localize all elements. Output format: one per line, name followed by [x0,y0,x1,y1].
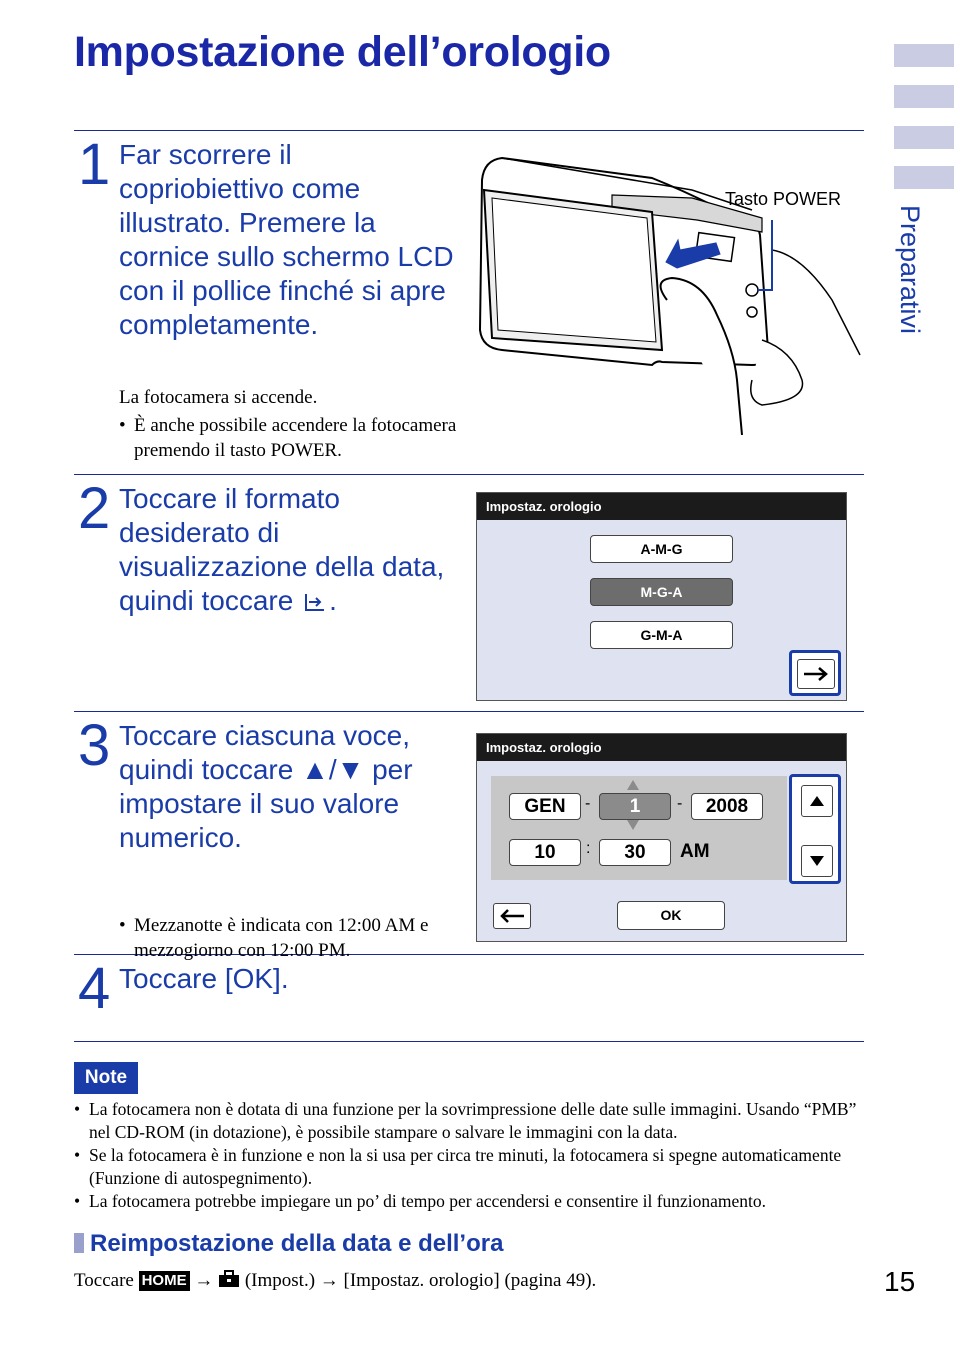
note-item: • La fotocamera potrebbe impiegare un po’ di tempo per accendersi e consentire il funzionamento. [74,1190,869,1213]
reset-instructions: Toccare HOME → (Impost.) → [Impostaz. orologio] (pagina 49). [74,1270,597,1291]
note-item: • La fotocamera non è dotata di una funzione per la sovrimpressione delle date sulle immagini. Usando “PMB” nel CD-ROM (in dotazione), è possibile stampare o salvare le immagini con la data. [74,1098,869,1144]
step-bullet: • È anche possibile accendere la fotocamera premendo il tasto POWER. [119,413,479,463]
back-button[interactable] [493,903,531,929]
step-heading: Toccare ciascuna voce, quindi toccare ▲/▼ per impostare il suo valore numerico. [119,720,413,853]
step-bullet: • Mezzanotte è indicata con 12:00 AM e mezzogiorno con 12:00 PM. [119,913,479,963]
side-tab-marker [894,44,954,67]
screen-title: Impostaz. orologio [477,493,846,520]
format-option-gma[interactable]: G-M-A [590,621,733,649]
up-down-control [789,774,841,884]
up-button[interactable] [801,785,833,817]
month-field[interactable]: GEN [509,793,581,820]
back-arrow-icon [494,904,530,928]
down-triangle-icon [810,856,824,866]
home-icon: HOME [139,1271,190,1291]
down-button[interactable] [801,845,833,877]
step-heading: Far scorrere il copriobiettivo come illustrato. Premere la cornice sullo schermo LCD con il pollice finché si apre completamente. [119,139,454,340]
screen-title: Impostaz. orologio [477,734,846,761]
up-triangle-icon [810,796,824,806]
next-arrow-icon [304,586,326,606]
divider [74,1041,864,1042]
hour-field[interactable]: 10 [509,839,581,866]
ampm-indicator[interactable]: AM [680,841,710,862]
note-item: • Se la fotocamera è in funzione e non la si usa per circa tre minuti, la fotocamera si spegne automaticamente (Funzione di autospegnimento). [74,1144,869,1190]
date-time-screen [476,733,847,942]
power-button-label: Tasto POWER [725,189,842,209]
section-heading: Reimpostazione della data e dell’ora [74,1230,503,1258]
next-arrow-icon [797,659,835,689]
divider [74,130,864,131]
page-title: Impostazione dell’orologio [74,28,611,76]
side-tab-label: Preparativi [895,205,925,335]
year-field[interactable]: 2008 [691,793,763,820]
side-tab-marker [894,126,954,149]
time-separator: : [586,840,591,857]
note-list [74,1098,869,1213]
next-button[interactable] [789,650,841,696]
divider [74,711,864,712]
page-number: 15 [884,1266,916,1297]
format-option-mga[interactable]: M-G-A [590,578,733,606]
side-tab-marker [894,166,954,189]
format-option-amg[interactable]: A-M-G [590,535,733,563]
up-pointer-icon [627,780,639,790]
step-heading: Toccare [OK]. [119,963,289,994]
down-pointer-icon [627,820,639,830]
divider [74,474,864,475]
minute-field[interactable]: 30 [599,839,671,866]
date-separator: - [585,795,591,812]
step-number: 2 [78,476,111,541]
arrow-right-icon: → [194,1270,214,1291]
date-separator: - [677,795,683,812]
step-number: 3 [78,713,111,778]
step-number: 1 [78,132,111,197]
step-body: La fotocamera si accende. [119,387,318,408]
step-number: 4 [78,956,111,1021]
day-field[interactable]: 1 [599,793,671,820]
toolbox-icon [218,1270,240,1288]
ok-button[interactable]: OK [617,901,725,930]
section-marker [74,1233,84,1253]
step-heading: Toccare il formato desiderato di visualizzazione della data, quindi toccare . [119,483,445,616]
date-format-screen [476,492,847,701]
side-tab-marker [894,85,954,108]
arrow-right-icon: → [319,1270,339,1291]
note-badge: Note [74,1062,138,1094]
